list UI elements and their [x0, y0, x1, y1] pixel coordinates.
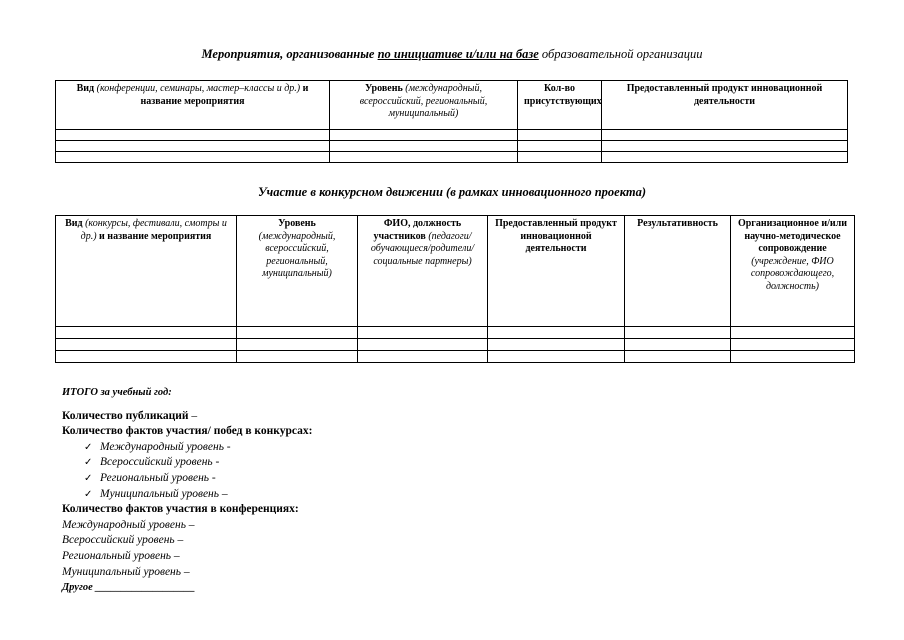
- section2-title: Участие в конкурсном движении (в рамках инновационного проекта): [257, 185, 647, 199]
- table-row: [56, 152, 848, 163]
- publications-line: Количество публикаций –: [62, 409, 198, 422]
- table-row: [56, 130, 848, 141]
- list-item: ✓ Международный уровень -: [84, 440, 762, 456]
- events-col-type: Вид (конференции, семинары, мастер–классы и др.) и название мероприятия: [56, 81, 330, 130]
- checkmark-icon: ✓: [84, 472, 93, 484]
- conference-level-national: Всероссийский уровень –: [62, 534, 184, 547]
- list-item: ✓ Всероссийский уровень -: [84, 455, 762, 471]
- list-item: ✓ Муниципальный уровень –: [84, 487, 762, 503]
- conferences-heading: Количество фактов участия в конференциях:: [62, 503, 299, 516]
- section1-title-post: образовательной организации: [538, 47, 703, 61]
- contest-levels-list: [62, 440, 762, 502]
- contests-col-support: Организационное и/или научно-методическое сопровождение (учреждение, ФИО сопровождающего, должность): [731, 216, 855, 327]
- summary: [62, 385, 762, 596]
- list-item: ✓ Региональный уровень -: [84, 471, 762, 487]
- contests-col-product: Предоставленный продукт инновационной деятельности: [488, 216, 625, 327]
- checkmark-icon: ✓: [84, 441, 93, 453]
- contests-col-results: Результативность: [625, 216, 731, 327]
- events-table: [55, 80, 848, 163]
- contests-col-type: Вид (конкурсы, фестивали, смотры и др.) и название мероприятия: [56, 216, 237, 327]
- checkmark-icon: ✓: [84, 488, 93, 500]
- contests-heading: Количество фактов участия/ побед в конкурсах:: [62, 425, 313, 438]
- section1-title-underlined: по инициативе и/или на базе: [377, 47, 539, 61]
- table-row: [56, 327, 855, 339]
- other-line: Другое ___________________: [62, 582, 196, 594]
- events-col-attendance: Кол-во присутствующих: [518, 81, 602, 130]
- conference-level-regional: Региональный уровень –: [62, 549, 180, 562]
- contests-col-participants: ФИО, должность участников (педагоги/обучающиеся/родители/социальные партнеры): [358, 216, 488, 327]
- section1-title: [0, 47, 904, 62]
- section1-title-pre: Мероприятия, организованные: [201, 47, 378, 61]
- table-row: [56, 351, 855, 363]
- events-col-level: Уровень (международный, всероссийский, региональный, муниципальный): [330, 81, 518, 130]
- table-row: [56, 141, 848, 152]
- events-col-product: Предоставленный продукт инновационной деятельности: [602, 81, 848, 130]
- conference-level-municipal: Муниципальный уровень –: [62, 565, 190, 578]
- contests-col-level: Уровень (международный, всероссийский, региональный, муниципальный): [237, 216, 358, 327]
- contests-table: [55, 215, 855, 363]
- summary-heading: ИТОГО за учебный год:: [62, 387, 172, 398]
- checkmark-icon: ✓: [84, 457, 93, 469]
- conference-level-international: Международный уровень –: [62, 518, 195, 531]
- table-row: [56, 339, 855, 351]
